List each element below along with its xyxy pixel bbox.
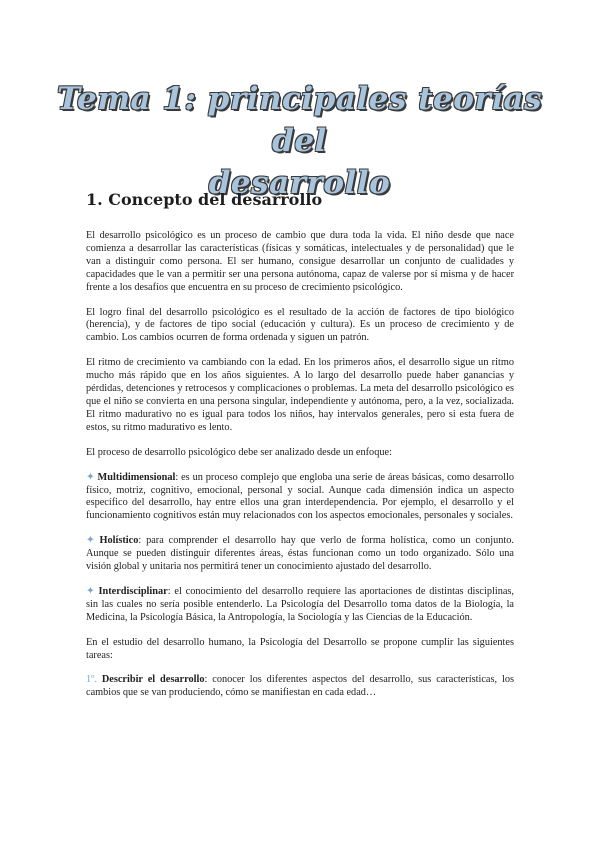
document-body [86, 230, 514, 712]
sparkle-bullet-icon: ✦ [86, 471, 95, 483]
paragraph-3: El ritmo de crecimiento va cambiando con la edad. En los primeros años, el desarrollo sigue un ritmo mucho más rápido que en los años siguientes. A lo largo del desarrollo puede haber ganancias y pérdidas, detenciones y retrocesos y complicaciones o problemas. La meta del desarrollo psicológico es que el niño se convierta en una persona singular, independiente y autónoma, pero, a la vez, socializada. El ritmo madurativo no es igual para todos los niños, hay intervalos generales, pero si esta fuera de estos, su ritmo madurativo es lento. [86, 357, 514, 433]
section-heading: 1. Concepto del desarrollo [86, 190, 323, 209]
paragraph-1: El desarrollo psicológico es un proceso de cambio que dura toda la vida. El niño desde que nace comienza a desarrollar las características (físicas y somáticas, intelectuales y de personalidad) que le van a distinguir como persona. El ser humano, consigue desarrollar un conjunto de cualidades y capacidades que le van a permitir ser una persona autónoma, capaz de valerse por sí misma y de hacer frente a los desafíos que encuentra en su proceso de crecimiento psicológico. [86, 230, 514, 293]
bullet-term: Interdisciplinar [98, 585, 168, 597]
bullet-holistico [86, 535, 514, 574]
bullet-interdisciplinar [86, 586, 514, 625]
task-text: : conocer los diferentes aspectos del desarrollo, sus características, los cambios que se van produciendo, cómo se manifiestan en cada edad… [86, 674, 514, 699]
paragraph-2: El logro final del desarrollo psicológico es el resultado de la acción de factores de tipo biológico (herencia), y de factores de tipo social (educación y cultura). Es un proceso de crecimiento y de cambio. Los cambios ocurren de forma ordenada y siguen un patrón. [86, 306, 514, 344]
task-number: 1º. [86, 674, 102, 686]
sparkle-bullet-icon: ✦ [86, 585, 95, 597]
bullet-term: Multidimensional [97, 471, 176, 483]
task-term: Describir el desarrollo [101, 674, 205, 686]
task-1 [86, 674, 514, 700]
bullet-text: : el conocimiento del desarrollo requiere las aportaciones de distintas disciplinas, sin las cuales no sería posible entenderlo. La Psicología del Desarrollo toma datos de la Biología, la Medicina, la Psicología Básica, la Antropología, la Sociología y las Ciencias de la Educación. [86, 585, 514, 623]
paragraph-4: El proceso de desarrollo psicológico debe ser analizado desde un enfoque: [86, 446, 392, 458]
bullet-text: : para comprender el desarrollo hay que verlo de forma holística, como un conjunto. Aunque se pueden distinguir diferentes áreas, éstas funcionan como un todo organizado. Sólo una visión global y unitaria nos permitirá tener un conocimiento ajustado del desarrollo. [86, 535, 514, 573]
bullet-term: Holístico [99, 535, 139, 547]
bullet-text: : es un proceso complejo que engloba una serie de áreas básicas, como desarrollo físico, motriz, cognitivo, emocional, personal y social. Aunque cada dimensión indica un aspecto específico del desarrollo, hay entre ellos una gran interdependencia. Por ejemplo, el desarrollo y el funcionamiento cognitivos están muy relacionados con los aspectos emocionales, personales y sociales. [86, 471, 515, 522]
title-line-1: Tema 1: principales teorías del [56, 81, 543, 159]
sparkle-bullet-icon: ✦ [86, 535, 95, 547]
bullet-multidimensional [86, 472, 514, 524]
paragraph-5: En el estudio del desarrollo humano, la Psicología del Desarrollo se propone cumplir las siguientes tareas: [86, 636, 514, 661]
title-line-2: desarrollo [208, 165, 391, 201]
document-title [40, 78, 559, 204]
